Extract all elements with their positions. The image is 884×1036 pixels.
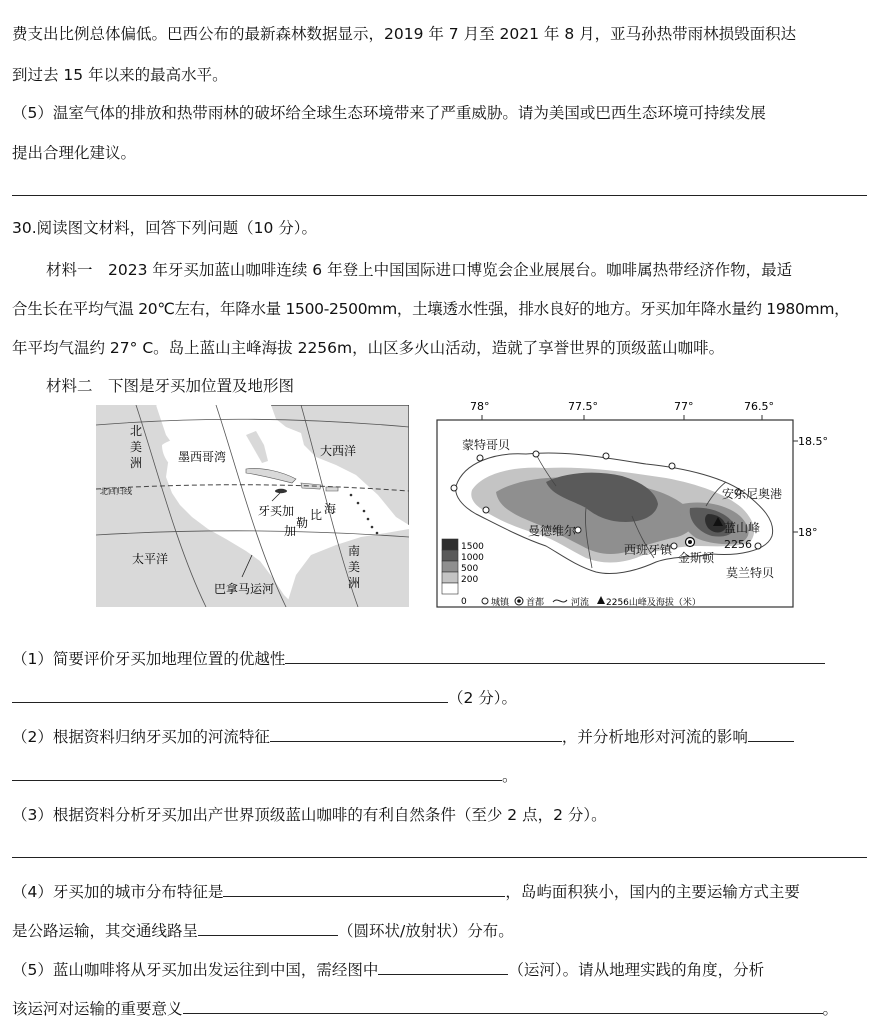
q3-text: （3）根据资料分析牙买加出产世界顶级蓝山咖啡的有利自然条件（至少 2 点，2 分）。 <box>12 806 607 824</box>
label-panama-canal: 巴拿马运河 <box>214 582 275 596</box>
q4-line2a: 是公路运输，其交通线路呈 <box>12 922 199 940</box>
legend-town-label: 城镇 <box>491 598 510 608</box>
q2-answer-blank-1[interactable] <box>270 727 562 742</box>
lon-label-76-5: 76.5° <box>744 400 774 413</box>
label-kingston: 金斯顿 <box>678 551 715 565</box>
q4-text: （4）牙买加的城市分布特征是 <box>12 883 224 901</box>
legend-level-200: 200 <box>461 575 479 585</box>
q4-answer-blank-1[interactable] <box>223 882 505 897</box>
intro-line-1: 费支出比例总体偏低。巴西公布的最新森林数据显示，2019 年 7 月至 2021 年 8 月，亚马孙热带雨林损毁面积达 <box>12 25 797 43</box>
label-morant-bay: 莫兰特贝 <box>726 566 775 580</box>
q1-answer-blank-2[interactable] <box>12 688 448 703</box>
q4-line2b: （圆环状/放射状）分布。 <box>338 922 514 940</box>
lon-label-77: 77° <box>674 400 694 413</box>
q2-answer-blank-2[interactable] <box>748 727 794 742</box>
q4-line-1 <box>12 880 800 902</box>
q5-line-1 <box>12 958 764 980</box>
q30-heading: 30.阅读图文材料，回答下列问题（10 分）。 <box>12 219 318 237</box>
q2-line-1 <box>12 725 794 747</box>
legend-level-1000: 1000 <box>461 553 484 563</box>
material-1-line-1: 材料一 2023 年牙买加蓝山咖啡连续 6 年登上中国国际进口博览会企业展展台。咖啡属热带经济作物，最适 <box>46 261 793 279</box>
jamaica-topographic-map <box>436 396 848 608</box>
prev-q5-line-1: （5）温室气体的排放和热带雨林的破坏给全球生态环境带来了严重威胁。请为美国或巴西生态环境可持续发展 <box>12 104 766 122</box>
intro-line-2: 到过去 15 年以来的最高水平。 <box>12 66 228 84</box>
q3-answer-line[interactable] <box>12 857 867 858</box>
label-south-3: 洲 <box>348 576 361 590</box>
q1-answer-blank-1[interactable] <box>285 649 825 664</box>
label-caribbean-1: 加 <box>284 524 297 538</box>
lat-label-18: 18° <box>798 526 818 539</box>
legend-capital-label: 首都 <box>526 598 545 608</box>
label-atlantic: 大西洋 <box>320 444 357 458</box>
q5-line2: 该运河对运输的重要意义 <box>12 1000 183 1018</box>
label-tropic: 北回归线 <box>100 487 132 496</box>
lat-label-18-5: 18.5° <box>798 435 828 448</box>
answer-line[interactable] <box>12 195 867 196</box>
label-peak-height: 2256 <box>724 538 752 551</box>
legend-river-label: 河流 <box>571 598 590 608</box>
label-caribbean-4: 海 <box>324 502 337 516</box>
q2-mid: ，并分析地形对河流的影响 <box>561 728 748 746</box>
q5-answer-blank-2[interactable] <box>183 999 823 1014</box>
q1-line-2 <box>12 686 517 708</box>
legend-peak-label: 2256山峰及海拔（米） <box>606 598 701 608</box>
q4-answer-blank-2[interactable] <box>198 921 338 936</box>
label-south-1: 南 <box>348 544 361 558</box>
label-caribbean-2: 勒 <box>296 516 309 530</box>
material-1-line-3: 年平均气温约 27° C。岛上蓝山主峰海拔 2256m，山区多火山活动，造就了享誉世界的顶级蓝山咖啡。 <box>12 339 725 357</box>
material-2-caption: 材料二 下图是牙买加位置及地形图 <box>46 377 295 395</box>
legend-swatch-1000 <box>442 550 458 561</box>
q5-answer-blank-1[interactable] <box>378 960 508 975</box>
label-mandeville: 曼德维尔 <box>528 524 577 538</box>
lon-label-77-5: 77.5° <box>568 400 598 413</box>
q2-end: 。 <box>502 767 518 785</box>
q4-line-2 <box>12 919 514 941</box>
label-america: 美 <box>130 440 143 454</box>
label-north: 北 <box>130 424 143 438</box>
q5-line-2 <box>12 997 838 1019</box>
q2-text: （2）根据资料归纳牙买加的河流特征 <box>12 728 270 746</box>
legend-swatch-500 <box>442 561 458 572</box>
label-south-2: 美 <box>348 560 361 574</box>
legend-swatch-1500 <box>442 539 458 550</box>
legend-swatch-200 <box>442 572 458 583</box>
q5-mid: （运河）。请从地理实践的角度，分析 <box>508 961 765 979</box>
city-morant-bay-marker <box>755 543 761 549</box>
label-continent: 洲 <box>130 456 143 470</box>
label-spanish-town: 西班牙镇 <box>624 543 673 557</box>
label-port-antonio: 安东尼奥港 <box>722 487 783 501</box>
label-caribbean-3: 比 <box>310 508 323 522</box>
label-jamaica: 牙买加 <box>258 504 295 518</box>
label-montego-bay: 蒙特哥贝 <box>462 438 511 452</box>
q1-score: （2 分）。 <box>448 689 518 707</box>
label-blue-mountain-peak: 蓝山峰 <box>724 521 761 535</box>
q5-end: 。 <box>822 1000 839 1018</box>
label-pacific: 太平洋 <box>132 552 169 566</box>
q4-mid: ，岛屿面积狭小，国内的主要运输方式主要 <box>505 883 800 901</box>
q2-answer-blank-3[interactable] <box>12 766 502 781</box>
region-location-map <box>96 405 409 607</box>
lon-label-78: 78° <box>470 400 490 413</box>
material-1-line-2: 合生长在平均气温 20℃左右，年降水量 1500-2500mm，土壤透水性强，排水良好的地方。牙买加年降水量约 1980mm， <box>12 300 850 318</box>
q1-text: （1）简要评价牙买加地理位置的优越性 <box>12 650 286 668</box>
q5-text: （5）蓝山咖啡将从牙买加出发运往到中国，需经图中 <box>12 961 379 979</box>
prev-q5-line-2: 提出合理化建议。 <box>12 144 137 162</box>
city-montego-bay-marker <box>477 455 483 461</box>
legend-town-icon <box>482 598 488 604</box>
q2-line-2 <box>12 764 518 786</box>
legend-level-500: 500 <box>461 564 479 574</box>
legend-level-0: 0 <box>461 597 467 607</box>
legend-swatch-0 <box>442 583 458 594</box>
q1-line-1 <box>12 647 825 669</box>
legend-level-1500: 1500 <box>461 542 484 552</box>
label-gulf-of-mexico: 墨西哥湾 <box>178 450 227 464</box>
